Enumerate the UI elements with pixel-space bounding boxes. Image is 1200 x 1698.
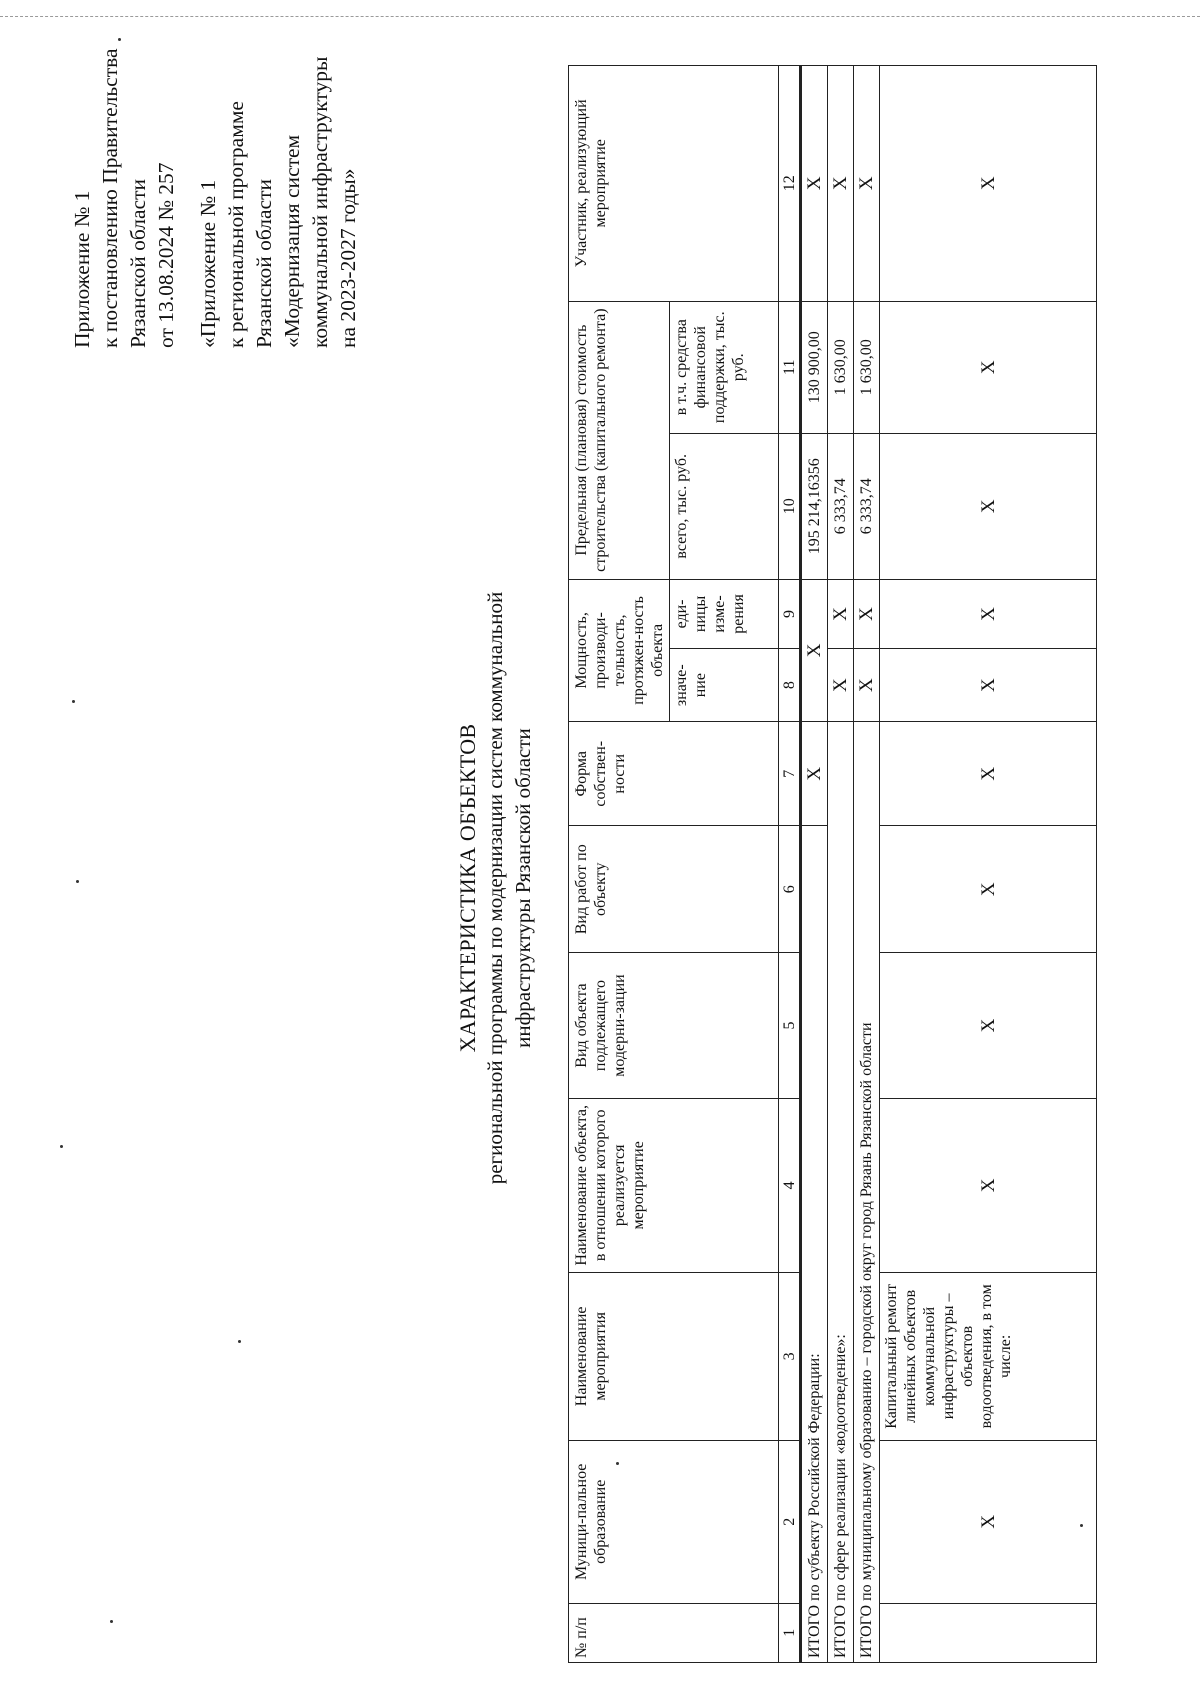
table-row	[828, 66, 854, 1663]
header-line: от 13.08.2024 № 257	[154, 162, 178, 348]
header-line: на 2023-2027 годы»	[336, 168, 360, 348]
header-cell: всего, тыс. руб.	[670, 433, 779, 579]
header-cell: Вид работ по объекту	[569, 826, 779, 953]
column-number: 11	[779, 301, 801, 433]
column-number: 1	[779, 1603, 801, 1662]
column-number: 6	[779, 826, 801, 953]
column-number-row	[779, 66, 801, 1663]
cell-value: Х	[880, 649, 1097, 722]
column-number: 7	[779, 722, 801, 826]
column-number: 5	[779, 953, 801, 1099]
table-row	[854, 66, 880, 1663]
table-header-row	[569, 66, 670, 1663]
table-row	[801, 66, 828, 1663]
cell-value: Х	[854, 66, 880, 302]
cell-value: 6 333,74	[854, 433, 880, 579]
total-label: ИТОГО по муниципальному образованию – городской округ город Рязань Рязанской области	[854, 722, 880, 1663]
document-subtitle: инфраструктуры Рязанской области	[511, 728, 535, 1048]
cell-value	[880, 1603, 1097, 1662]
total-label: ИТОГО по субъекту Российской Федерации:	[801, 826, 828, 1663]
header-cell: Наименование мероприятия	[569, 1272, 779, 1440]
header-line: Рязанской области	[252, 179, 276, 348]
cell-value: Х	[828, 66, 854, 302]
cell-value: 6 333,74	[828, 433, 854, 579]
column-number: 12	[779, 66, 801, 302]
total-label: ИТОГО по сфере реализации «водоотведение»:	[828, 722, 854, 1663]
cell-value: Х	[828, 649, 854, 722]
header-cell: Вид объекта подлежащего модерни-зации	[569, 953, 779, 1099]
header-line: Приложение № 1	[70, 190, 94, 348]
header-line: к постановлению Правительства	[98, 48, 122, 348]
header-cell: еди-ницы изме-рения	[670, 579, 779, 649]
column-number: 4	[779, 1098, 801, 1272]
column-number: 3	[779, 1272, 801, 1440]
item-name: Капитальный ремонт линейных объектов коммунальной инфраструктуры – объектов водоотведения, в том числе:	[880, 1272, 1097, 1440]
header-cell: Наименование объекта, в отношении которого реализуется мероприятие	[569, 1098, 779, 1272]
cell-value: Х	[880, 722, 1097, 826]
header-cell: Форма собствен-ности	[569, 722, 779, 826]
cell-value: Х	[880, 953, 1097, 1099]
cell-value: Х	[828, 579, 854, 649]
table-row	[880, 66, 1097, 1663]
header-cell: Мощность, производи-тельность, протяжен-ность объекта	[569, 579, 670, 721]
cell-value: Х	[854, 649, 880, 722]
cell-value: Х	[880, 579, 1097, 649]
column-number: 10	[779, 433, 801, 579]
cell-value: 130 900,00	[801, 301, 828, 433]
header-line: Рязанской области	[126, 179, 150, 348]
column-number: 2	[779, 1440, 801, 1603]
cell-value: Х	[880, 66, 1097, 302]
cell-value: 1 630,00	[854, 301, 880, 433]
cell-value: 195 214,16356	[801, 433, 828, 579]
cell-value: Х	[880, 1098, 1097, 1272]
cell-value: Х	[880, 1440, 1097, 1603]
column-number: 9	[779, 579, 801, 649]
cell-value: Х	[801, 722, 828, 826]
objects-table	[568, 65, 1097, 1663]
cell-value: Х	[880, 826, 1097, 953]
header-line: к региональной программе	[224, 101, 248, 348]
header-line: «Приложение № 1	[196, 179, 220, 348]
appendix-header	[68, 18, 362, 348]
header-cell: Предельная (плановая) стоимость строительства (капитального ремонта)	[569, 301, 670, 579]
cell-value: Х	[854, 579, 880, 649]
document-subtitle: региональной программы по модернизации систем коммунальной	[483, 591, 507, 1185]
cell-value: Х	[801, 579, 828, 721]
header-line: коммунальной инфраструктуры	[308, 56, 332, 348]
cell-value: Х	[801, 66, 828, 302]
header-cell: в т.ч. средства финансовой поддержки, тыс. руб.	[670, 301, 779, 433]
cell-value: Х	[880, 433, 1097, 579]
header-cell: значе-ние	[670, 649, 779, 722]
header-cell: № п/п	[569, 1603, 779, 1662]
column-number: 8	[779, 649, 801, 722]
header-cell: Участник, реализующий мероприятие	[569, 66, 779, 302]
cell-value: Х	[880, 301, 1097, 433]
header-cell: Муници-пальное образование	[569, 1440, 779, 1603]
document-title: ХАРАКТЕРИСТИКА ОБЪЕКТОВ	[455, 723, 480, 1053]
header-line: «Модернизация систем	[280, 134, 304, 348]
cell-value: 1 630,00	[828, 301, 854, 433]
